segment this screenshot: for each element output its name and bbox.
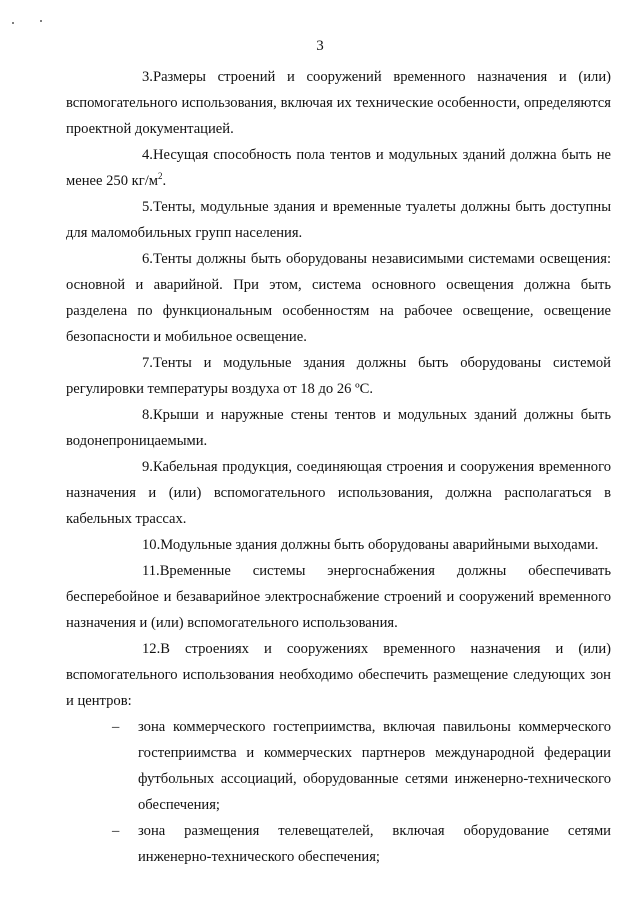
paragraph-number: 10. <box>142 537 161 553</box>
paragraph-9 <box>66 454 611 532</box>
paragraph-text: Размеры строений и сооружений временного назначения и (или) вспомогательного использования, включая их технические особенности, определяются проектной документацией. <box>66 69 611 137</box>
paragraph-text: Тенты, модульные здания и временные туалеты должны быть доступны для маломобильных групп населения. <box>66 199 611 241</box>
paragraph-12 <box>66 636 611 714</box>
paragraph-text: Тенты и модульные здания должны быть оборудованы системой регулировки температуры воздуха от 18 до 26 ºС. <box>66 355 611 397</box>
page-number: 3 <box>316 38 324 54</box>
paragraph-8 <box>66 402 611 454</box>
paragraph-text: Несущая способность пола тентов и модульных зданий должна быть не менее 250 кг/м <box>66 147 611 189</box>
dash-marker: – <box>112 719 120 735</box>
list-item-text: зона коммерческого гостеприимства, включая павильоны коммерческого гостеприимства и коммерческих партнеров международной федерации футбольных ассоциаций, оборудованные сетями инженерно-технического обеспечения; <box>138 719 611 813</box>
paragraph-text: Временные системы энергоснабжения должны обеспечивать бесперебойное и безаварийное электроснабжение строений и сооружений временного назначения и (или) вспомогательного использования. <box>66 563 611 631</box>
paragraph-text-end: . <box>162 173 167 189</box>
list-item <box>112 818 611 870</box>
paragraph-text: Кабельная продукция, соединяющая строения и сооружения временного назначения и (или) вспомогательного использования, должна располагаться в кабельных трассах. <box>66 459 611 527</box>
paragraph-number: 7. <box>142 355 153 371</box>
paragraph-number: 6. <box>142 251 153 267</box>
paragraph-number: 5. <box>142 199 153 215</box>
list-item-text: зона размещения телевещателей, включая оборудование сетями инженерно-технического обеспечения; <box>138 823 611 865</box>
paragraph-number: 3. <box>142 69 153 85</box>
paragraph-text: Тенты должны быть оборудованы независимыми системами освещения: основной и аварийной. При этом, система основного освещения должна быть разделена по функциональным особенностям на рабочее освещение, освещение безопасности и мобильное освещение. <box>66 251 611 345</box>
list-item <box>112 714 611 818</box>
paragraph-5 <box>66 194 611 246</box>
paragraph-4 <box>66 142 611 194</box>
paragraph-number: 4. <box>142 147 153 163</box>
paragraph-text: Модульные здания должны быть оборудованы аварийными выходами. <box>160 537 599 553</box>
document-body <box>66 64 611 870</box>
superscript: 2 <box>158 171 163 182</box>
paragraph-number: 12. <box>142 641 161 657</box>
paragraph-number: 9. <box>142 459 153 475</box>
scan-speck <box>12 22 14 24</box>
paragraph-number: 8. <box>142 407 153 423</box>
scan-speck <box>40 20 42 22</box>
paragraph-6 <box>66 246 611 350</box>
paragraph-text: Крыши и наружные стены тентов и модульных зданий должны быть водонепроницаемыми. <box>66 407 611 449</box>
zones-list <box>66 714 611 870</box>
paragraph-number: 11. <box>142 563 160 579</box>
paragraph-text: В строениях и сооружениях временного назначения и (или) вспомогательного использования необходимо обеспечить размещение следующих зон и центров: <box>66 641 611 709</box>
paragraph-3 <box>66 64 611 142</box>
paragraph-10 <box>66 532 611 558</box>
paragraph-11 <box>66 558 611 636</box>
paragraph-7 <box>66 350 611 402</box>
dash-marker: – <box>112 823 120 839</box>
